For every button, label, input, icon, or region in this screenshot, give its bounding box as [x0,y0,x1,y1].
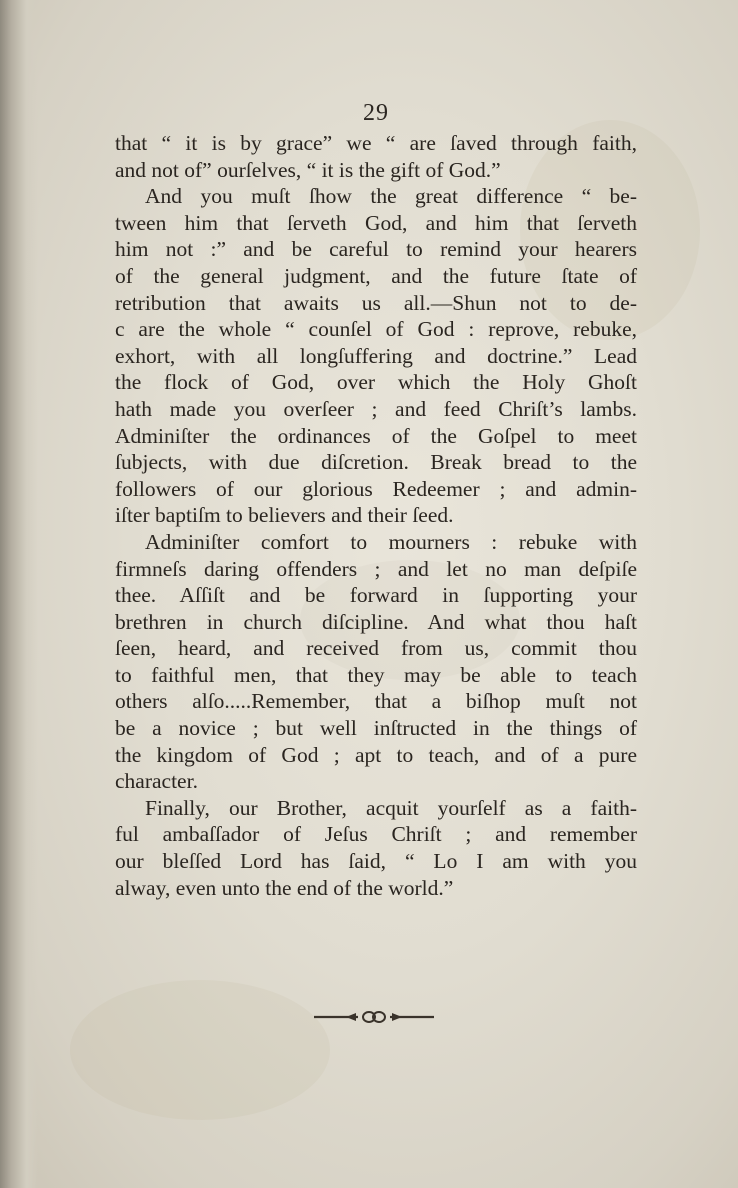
text-line: Adminiſter the ordinances of the Goſpel to meet [115,423,637,448]
text-line: of the general judgment, and the future ſtate of [115,263,637,288]
text-line: our bleſſed Lord has ſaid, “ Lo I am with you [115,849,637,874]
text-line: and not of” ourſelves, “ it is the gift of God.” [115,157,501,182]
text-line: iſter baptiſm to believers and their ſeed. [115,503,454,528]
text-line: exhort, with all longſuffering and doctrine.” Lead [115,343,637,368]
text-line: be a novice ; but well inſtructed in the things of [115,716,637,741]
text-line: retribution that awaits us all.—Shun not to de- [115,290,637,315]
text-line: followers of our glorious Redeemer ; and admin- [115,476,637,501]
text-line: others alſo.....Remember, that a biſhop muſt not [115,689,637,714]
text-line: Finally, our Brother, acquit yourſelf as a faith- [145,795,637,820]
binding-gutter-shadow [0,0,38,1188]
text-line: alway, even unto the end of the world.” [115,875,454,900]
text-line: tween him that ſerveth God, and him that ſerveth [115,210,637,235]
text-line: character. [115,769,198,794]
text-line: And you muſt ſhow the great difference “ be- [145,184,637,209]
text-line: the kingdom of God ; apt to teach, and of a pure [115,742,637,767]
paper-stain [70,980,330,1120]
text-line: firmneſs daring offenders ; and let no man deſpiſe [115,556,637,581]
text-line: to faithful men, that they may be able to teach [115,662,637,687]
text-line: ful ambaſſador of Jeſus Chriſt ; and remember [115,822,637,847]
text-line: thee. Aſſiſt and be forward in ſupporting your [115,583,637,608]
text-line: brethren in church diſcipline. And what thou haſt [115,609,637,634]
text-line: ſeen, heard, and received from us, commit thou [115,636,637,661]
text-line: c are the whole “ counſel of God : reprove, rebuke, [115,317,637,342]
text-line: the flock of God, over which the Holy Ghoſt [115,370,637,395]
text-line: that “ it is by grace” we “ are ſaved through faith, [115,131,637,155]
body-text [115,130,637,901]
text-line: hath made you overſeer ; and feed Chriſt’s lambs. [115,396,637,421]
text-line: Adminiſter comfort to mourners : rebuke with [145,529,637,554]
page-number: 29 [363,100,389,126]
text-line: him not :” and be careful to remind your hearers [115,237,637,262]
text-line: ſubjects, with due diſcretion. Break bread to the [115,450,637,475]
end-ornament-icon [312,1007,436,1027]
